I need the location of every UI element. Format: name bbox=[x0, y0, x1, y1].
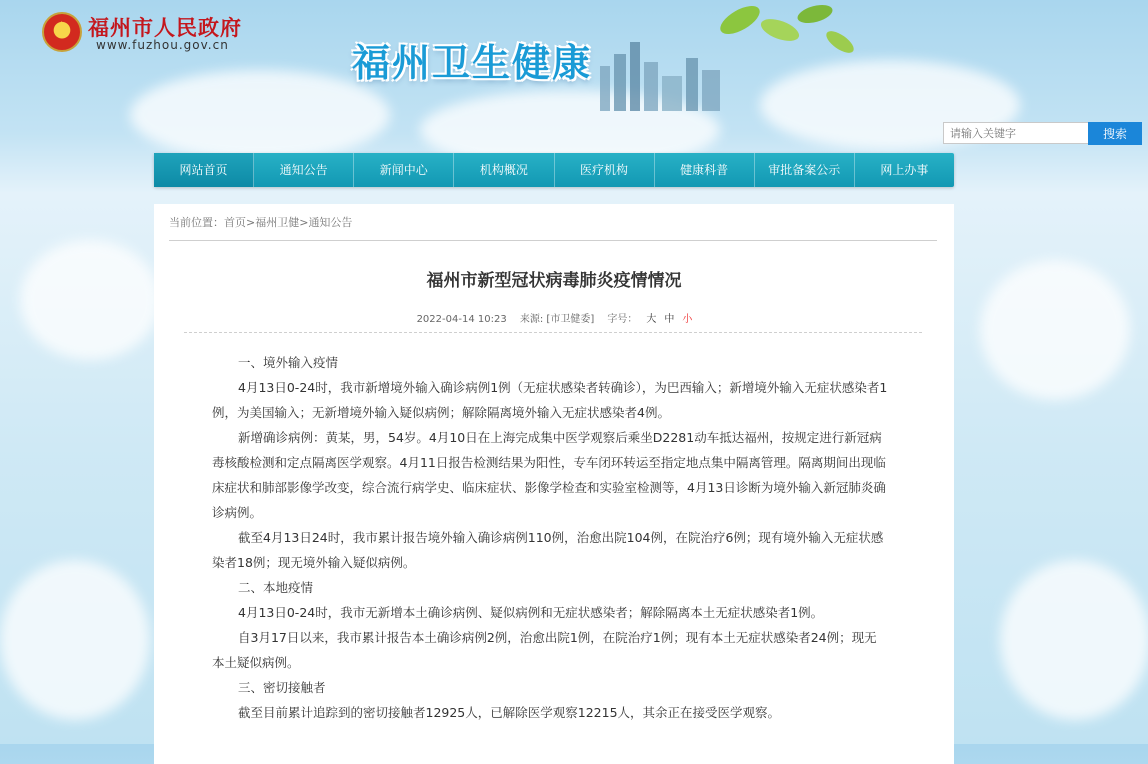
section-heading: 三、密切接触者 bbox=[238, 680, 326, 695]
section-heading: 一、境外输入疫情 bbox=[238, 355, 339, 370]
nav-item-about[interactable]: 机构概况 bbox=[454, 153, 554, 187]
breadcrumb-separator: > bbox=[299, 216, 309, 229]
gov-name[interactable]: 福州市人民政府 bbox=[88, 15, 242, 40]
font-size-label: 字号： bbox=[607, 314, 638, 325]
main-nav bbox=[154, 153, 954, 187]
article-paragraph: 截至4月13日24时，我市累计报告境外输入确诊病例110例，治愈出院104例，在院治疗6例；现有境外输入无症状感染者18例；现无境外输入疑似病例。 bbox=[212, 530, 884, 570]
breadcrumb-separator: > bbox=[246, 216, 256, 229]
nav-item-approval[interactable]: 审批备案公示 bbox=[755, 153, 855, 187]
article-meta bbox=[154, 310, 954, 325]
article-date: 2022-04-14 10:23 bbox=[416, 314, 507, 325]
font-size-small-button[interactable]: 小 bbox=[682, 314, 693, 325]
article-paragraph: 4月13日0-24时，我市新增境外输入确诊病例1例（无症状感染者转确诊），为巴西输入；新增境外输入无症状感染者1例，为美国输入；无新增境外输入疑似病例；解除隔离境外输入无症状感染者4例。 bbox=[212, 380, 888, 420]
content-panel bbox=[154, 204, 954, 764]
city-skyline-icon bbox=[590, 36, 730, 116]
font-size-medium-button[interactable]: 中 bbox=[664, 314, 675, 325]
article-paragraph: 截至目前累计追踪到的密切接触者12925人，已解除医学观察12215人，其余正在接受医学观察。 bbox=[238, 705, 781, 720]
breadcrumb bbox=[169, 214, 352, 230]
breadcrumb-prefix: 当前位置： bbox=[169, 216, 224, 229]
article-paragraph: 新增确诊病例：黄某，男，54岁。4月10日在上海完成集中医学观察后乘坐D2281动车抵达福州，按规定进行新冠病毒核酸检测和定点隔离医学观察。4月11日报告检测结果为阳性，专车闭环转运至指定地点集中隔离管理。隔离期间出现临床症状和肺部影像学改变，综合流行病学史、临床症状、影像学检查和实验室检测等，4月13日诊断为境外输入新冠肺炎确诊病例。 bbox=[212, 430, 886, 520]
article-title: 福州市新型冠状病毒肺炎疫情情况 bbox=[426, 271, 682, 291]
gov-emblem-icon[interactable]: ★ bbox=[42, 12, 82, 52]
gov-url[interactable]: www.fuzhou.gov.cn bbox=[96, 38, 229, 52]
nav-item-online-services[interactable]: 网上办事 bbox=[880, 163, 929, 177]
breadcrumb-home[interactable]: 首页 bbox=[224, 216, 246, 229]
search-input[interactable] bbox=[943, 122, 1091, 144]
breadcrumb-fuzhou-health[interactable]: 福州卫健 bbox=[255, 216, 300, 229]
divider bbox=[169, 240, 937, 241]
article-paragraph: 4月13日0-24时，我市无新增本土确诊病例、疑似病例和无症状感染者；解除隔离本土无症状感染者1例。 bbox=[238, 605, 824, 620]
nav-item-home[interactable]: 网站首页 bbox=[154, 153, 254, 187]
breadcrumb-notices[interactable]: 通知公告 bbox=[308, 216, 353, 229]
nav-item-medical-institutions[interactable]: 医疗机构 bbox=[555, 153, 655, 187]
article-paragraph: 自3月17日以来，我市累计报告本土确诊病例2例，治愈出院1例，在院治疗1例；现有本土无症状感染者24例；现无本土疑似病例。 bbox=[212, 630, 877, 670]
search-button[interactable]: 搜索 bbox=[1088, 122, 1142, 145]
nav-item-news[interactable]: 新闻中心 bbox=[354, 153, 454, 187]
font-size-large-button[interactable]: 大 bbox=[646, 314, 657, 325]
nav-item-notices[interactable]: 通知公告 bbox=[254, 153, 354, 187]
site-title: 福州卫生健康 bbox=[352, 41, 593, 85]
section-heading: 二、本地疫情 bbox=[238, 580, 314, 595]
article-source: 来源: [市卫健委] bbox=[519, 314, 595, 325]
article-body bbox=[212, 350, 888, 725]
divider bbox=[184, 332, 922, 333]
nav-item-health-science[interactable]: 健康科普 bbox=[655, 153, 755, 187]
